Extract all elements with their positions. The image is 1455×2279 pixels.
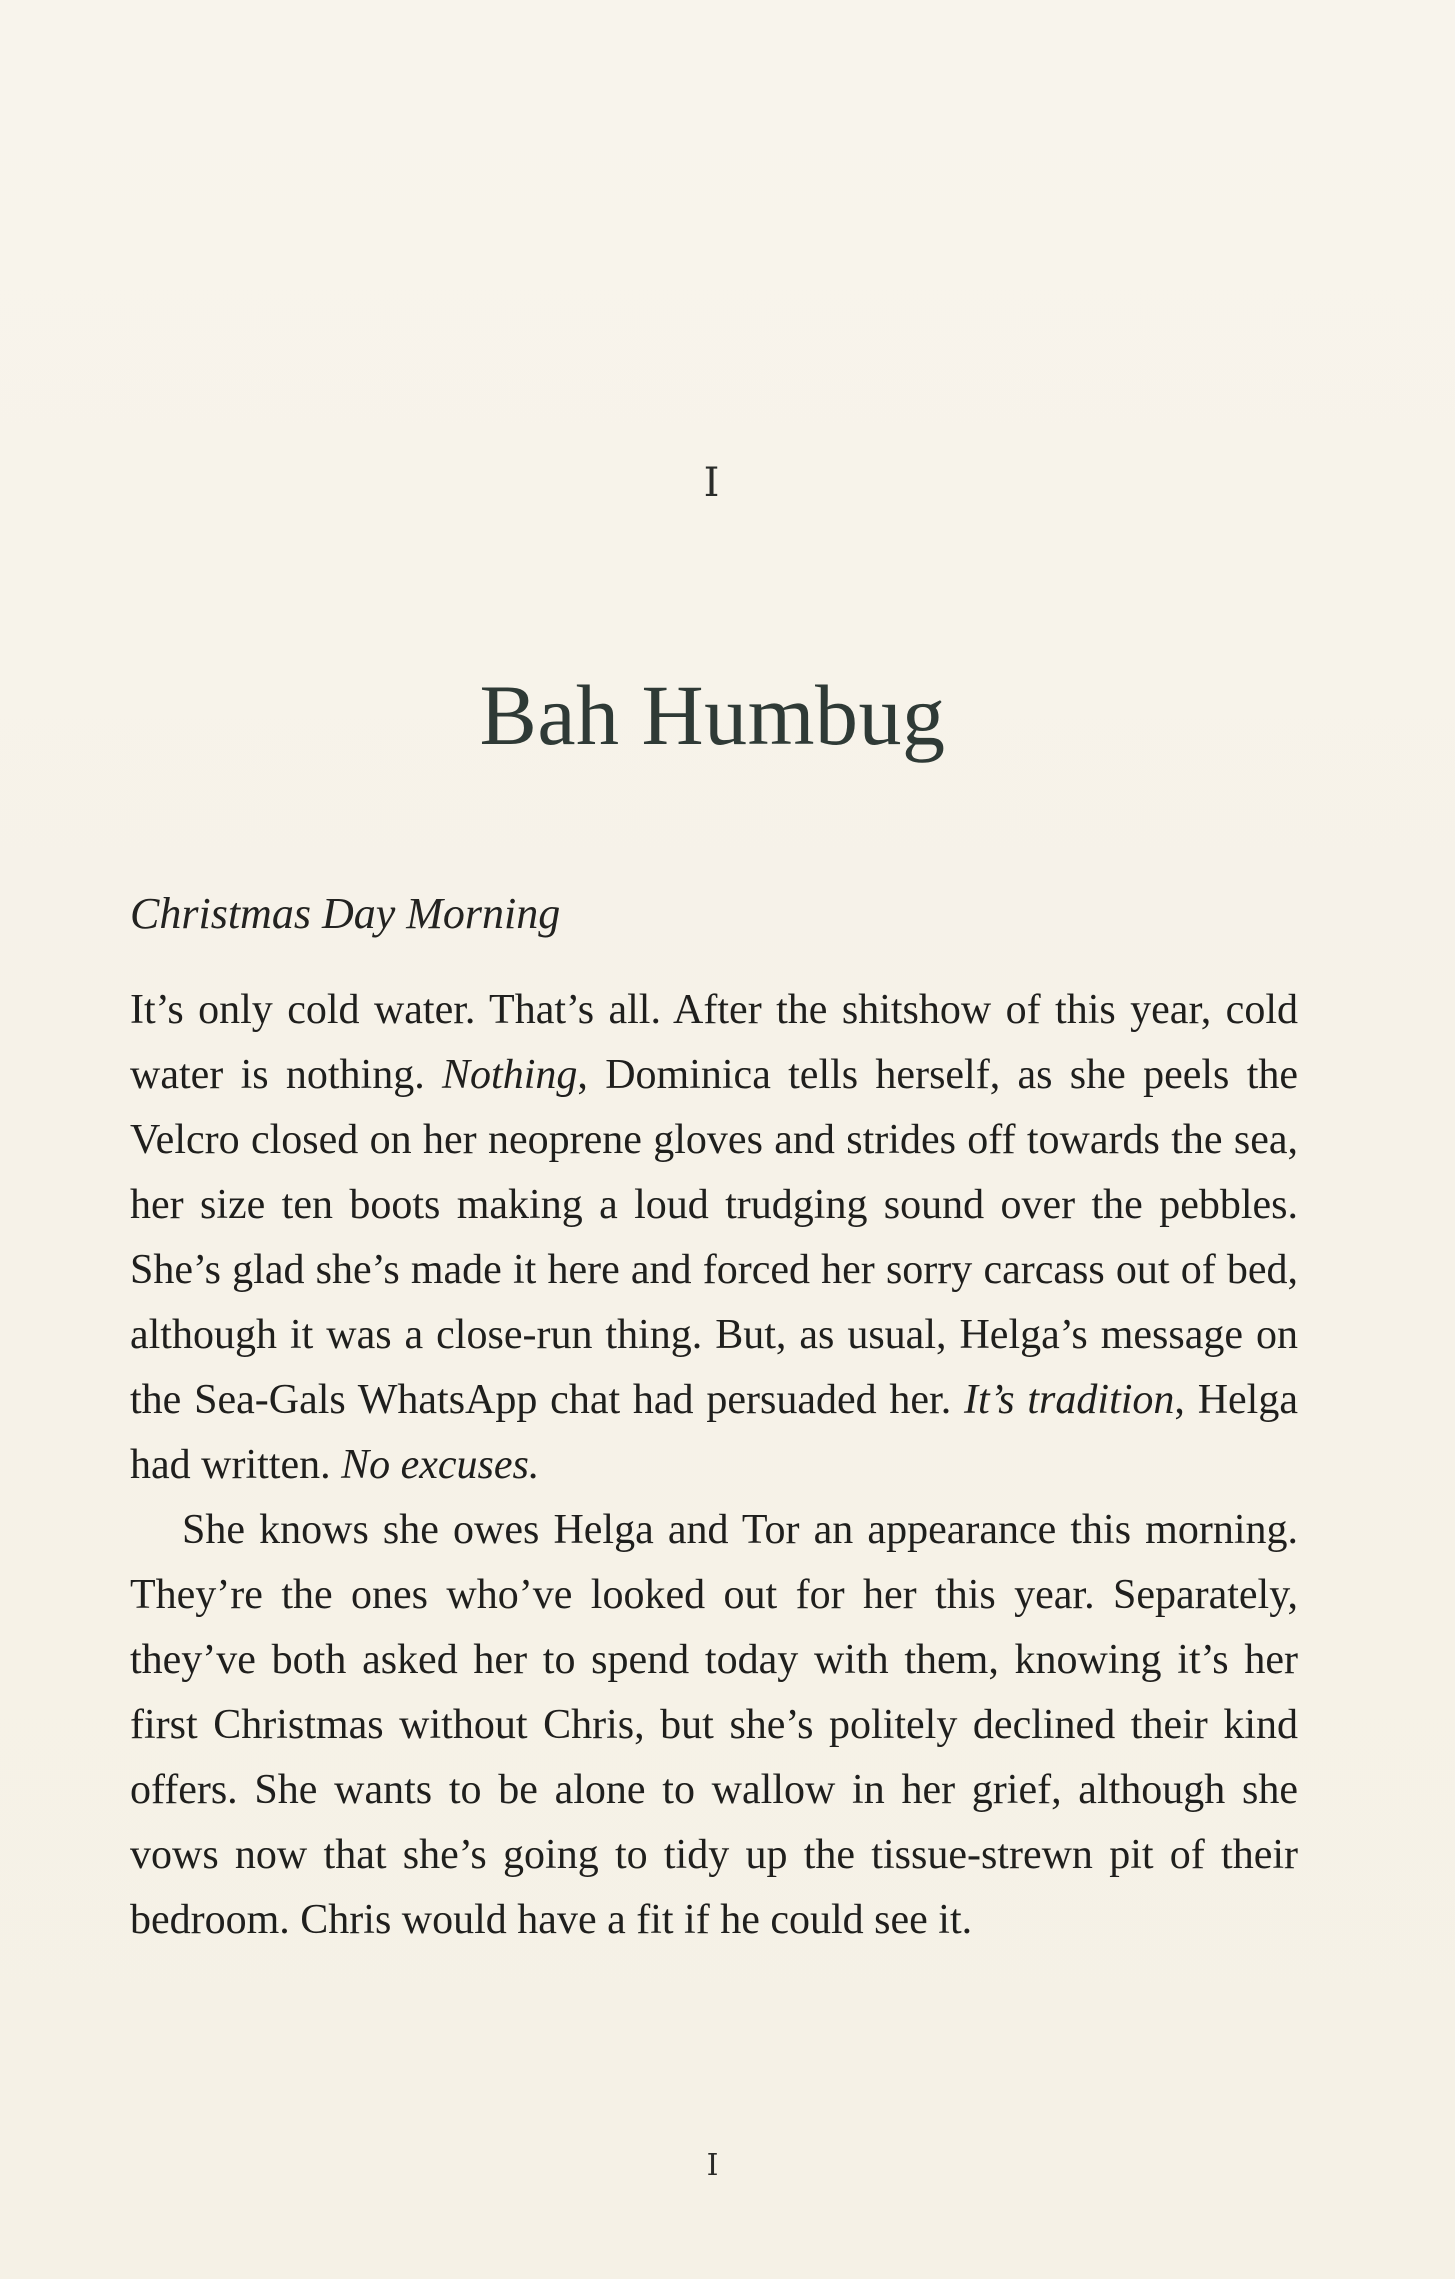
body-text	[130, 978, 1298, 1953]
paragraph-1-part-c: , Dominica tells herself, as she peels the Velcro closed on her neoprene gloves and strides off towards the sea, her size ten boots making a loud trudging sound over the pebbles. She’s glad she’s made it here and forced her sorry carcass out of bed, although it was a close-run thing. But, as usual, Helga’s message on the Sea-Gals WhatsApp chat had persuaded her.	[130, 1052, 1299, 1423]
page-number: I	[706, 2148, 719, 2183]
paragraph-1-part-e: , Helga had written.	[130, 1377, 1298, 1488]
paragraph-1-part-a: It’s only cold water. That’s all. After the shitshow of this year, cold water is nothing.	[130, 987, 1298, 1098]
paragraph-1-emphasis-tradition: It’s tradition	[964, 1377, 1175, 1423]
paragraph-1-emphasis-no-excuses: No excuses.	[341, 1442, 540, 1488]
paragraph-1	[130, 978, 1298, 1498]
paragraph-1-emphasis-nothing: Nothing	[442, 1052, 578, 1098]
paragraph-2: She knows she owes Helga and Tor an appearance this morning. They’re the ones who’ve looked out for her this year. Separately, they’ve both asked her to spend today with them, knowing it’s her first Christmas without Chris, but she’s politely declined their kind offers. She wants to be alone to wallow in her grief, although she vows now that she’s going to tidy up the tissue-strewn pit of their bedroom. Chris would have a fit if he could see it.	[130, 1507, 1298, 1943]
section-heading: Christmas Day Morning	[130, 889, 561, 938]
chapter-title: Bah Humbug	[479, 667, 946, 763]
chapter-number: I	[703, 460, 722, 506]
